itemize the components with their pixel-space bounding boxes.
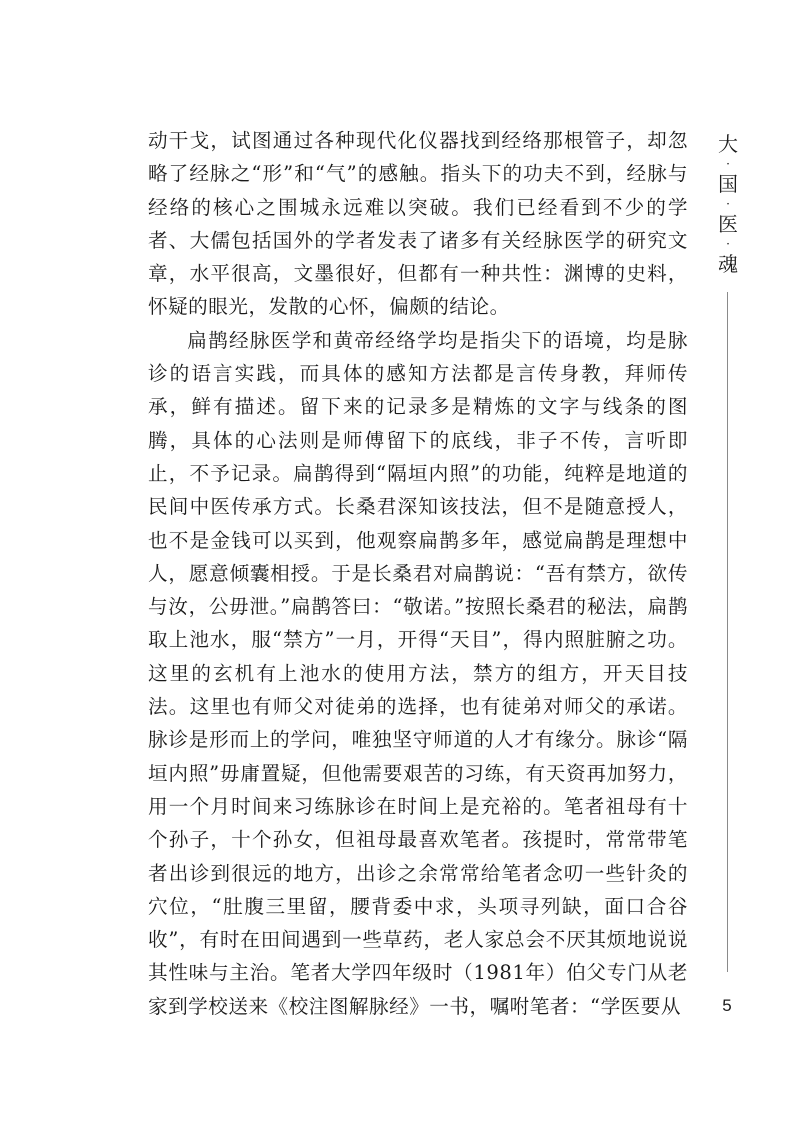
running-head-separator: · (726, 237, 730, 251)
side-rule (727, 292, 728, 972)
running-head-separator: · (726, 197, 730, 211)
running-head-char: 魂 (718, 252, 738, 276)
page-number: 5 (722, 996, 732, 1015)
running-head (713, 130, 743, 278)
paragraph-continued: 动干戈，试图通过各种现代化仪器找到经络那根管子，却忽略了经脉之“形”和“气”的感触。指头下的功夫不到，经脉与经络的核心之围城永远难以突破。我们已经看到不少的学者、大儒包括国外的学者发表了诸多有关经脉医学的研究文章，水平很高，文墨很好，但都有一种共性：渊博的史料，怀疑的眼光，发散的心怀，偏颇的结论。 (148, 129, 688, 319)
body-text (148, 124, 688, 1023)
paragraph: 扁鹊经脉医学和黄帝经络学均是指尖下的语境，均是脉诊的语言实践，而具体的感知方法都是言传身教，拜师传承，鲜有描述。留下来的记录多是精炼的文字与线条的图腾，具体的心法则是师傅留下的底线，非子不传，言听即止，不予记录。扁鹊得到“隔垣内照”的功能，纯粹是地道的民间中医传承方式。长桑君深知该技法，但不是随意授人，也不是金钱可以买到，他观察扁鹊多年，感觉扁鹊是理想中人，愿意倾囊相授。于是长桑君对扁鹊说：“吾有禁方，欲传与汝，公毋泄。”扁鹊答曰：“敬诺。”按照长桑君的秘法，扁鹊取上池水，服“禁方”一月，开得“天目”，得内照脏腑之功。这里的玄机有上池水的使用方法，禁方的组方，开天目技法。这里也有师父对徒弟的选择，也有徒弟对师父的承诺。脉诊是形而上的学问，唯独坚守师道的人才有缘分。脉诊“隔垣内照”毋庸置疑，但他需要艰苦的习练，有天资再加努力，用一个月时间来习练脉诊在时间上是充裕的。笔者祖母有十个孙子，十个孙女，但祖母最喜欢笔者。孩提时，常常带笔者出诊到很远的地方，出诊之余常常给笔者念叨一些针灸的穴位，“肚腹三里留，腰背委中求，头项寻列缺，面口合谷收”，有时在田间遇到一些草药，老人家总会不厌其烦地说说其性味与主治。笔者大学四年级时（1981年）伯父专门从老家到学校送来《校注图解脉经》一书，嘱咐笔者：“学医要从 (148, 328, 688, 1018)
running-head-char: 大 (718, 132, 738, 156)
running-head-separator: · (726, 157, 730, 171)
running-head-char: 医 (718, 212, 738, 236)
running-head-char: 国 (718, 172, 738, 196)
